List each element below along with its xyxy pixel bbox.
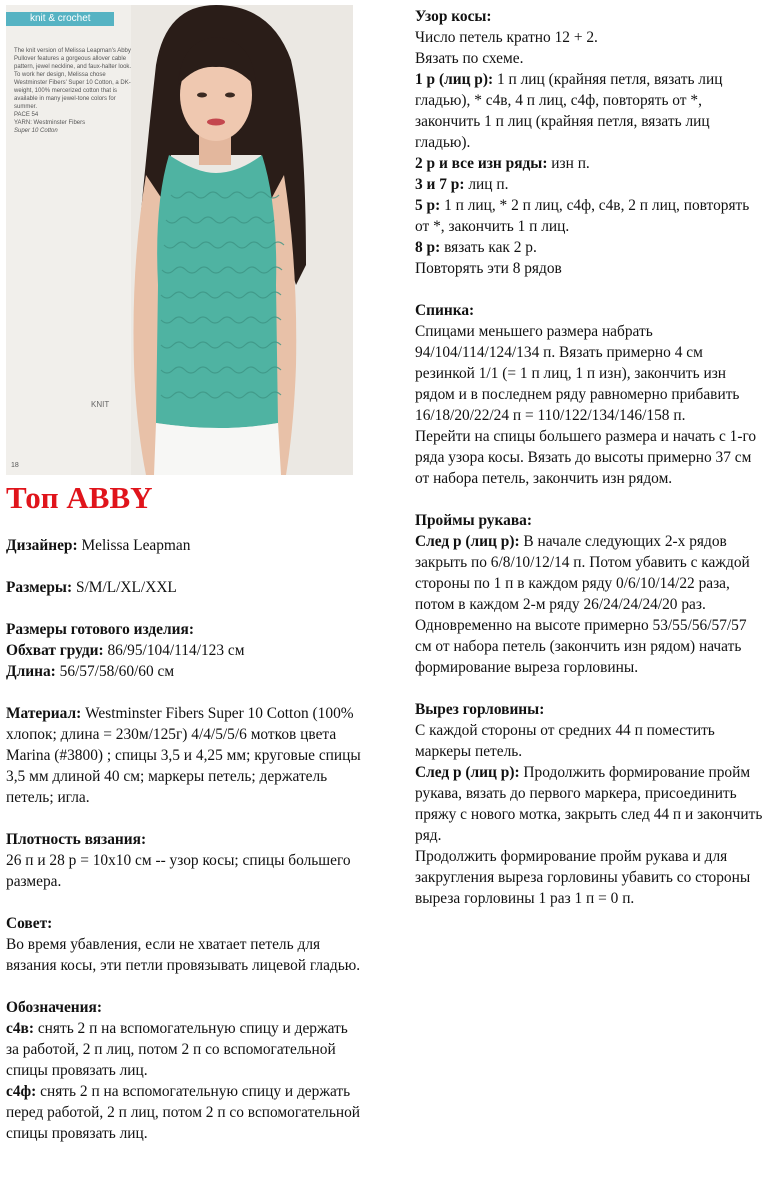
armhole-label: След р (лиц р): [415, 533, 520, 550]
armhole-heading-text: Проймы рукава: [415, 512, 532, 529]
neckline-text [415, 762, 765, 846]
caption-yarn-label: YARN: Westminster Fibers [14, 120, 86, 126]
r5-text: 1 п лиц, * 2 п лиц, с4ф, с4в, 2 п лиц, повторять от *, закончить 1 п лиц. [415, 197, 750, 235]
r2-text: изн п. [547, 155, 590, 172]
c4f-text: снять 2 п на вспомогательную спицу и держать перед работой, 2 п лиц, потом 2 п со вспомогательной спицы провязать лиц. [6, 1083, 361, 1142]
legend-heading-text: Обозначения: [6, 999, 102, 1016]
cable-multiple: Число петель кратно 12 + 2. [415, 29, 598, 46]
cable-heading [415, 6, 765, 27]
cable-row-3 [415, 174, 765, 195]
material-label: Материал: [6, 705, 82, 722]
material [6, 703, 362, 808]
armhole-text [415, 531, 765, 678]
chest-value: 86/95/104/114/123 см [103, 642, 245, 659]
r3-text: лиц п. [464, 176, 509, 193]
r8-label: 8 р: [415, 239, 441, 256]
legend-c4f [6, 1081, 362, 1144]
length-label: Длина: [6, 663, 56, 680]
designer-value: Melissa Leapman [77, 537, 191, 554]
knit-label: KNIT [91, 400, 110, 409]
gauge-heading-text: Плотность вязания: [6, 831, 147, 848]
sizes-value: S/M/L/XL/XXL [72, 579, 177, 596]
gauge-heading [6, 829, 362, 850]
r1-text: 1 п лиц (крайняя петля, вязать лиц гладью), * с4в, 4 п лиц, с4ф, повторять от *, закончить 1 п лиц (крайняя петля, вязать лиц гладью). [415, 71, 723, 151]
photo-caption [14, 47, 132, 135]
caption-yarn: Super 10 Cotton [14, 128, 58, 134]
tip-heading-text: Совет: [6, 915, 53, 932]
magazine-section-tag: knit & crochet [6, 12, 114, 26]
c4f-label: с4ф: [6, 1083, 37, 1100]
designer [6, 535, 362, 556]
c4b-text: снять 2 п на вспомогательную спицу и держать за работой, 2 п лиц, потом 2 п со вспомогательной спицы провязать лиц. [6, 1020, 348, 1079]
magazine-photo [6, 5, 353, 475]
gauge-text: 26 п и 28 р = 10х10 см -- узор косы; спицы большего размера. [6, 852, 351, 890]
neckline-p3: Продолжить формирование пройм рукава и для закругления выреза горловины убавить со стороны выреза горловины 1 раз 1 п = 0 п. [415, 848, 751, 907]
r8-text: вязать как 2 р. [440, 239, 537, 256]
designer-label: Дизайнер: [6, 537, 78, 554]
back-p1: Спицами меньшего размера набрать 94/104/114/124/134 п. Вязать примерно 4 см резинкой 1/1 (= 1 п лиц, 1 п изн), закончить изн рядом и в последнем ряду равномерно прибавить 16/18/20/22/24 п = 110/122/134/146/158 п. [415, 323, 740, 424]
r5-label: 5 р: [415, 197, 441, 214]
r2-label: 2 р и все изн ряды: [415, 155, 548, 172]
neckline-heading [415, 699, 765, 720]
sizes-label: Размеры: [6, 579, 73, 596]
neckline-p1: С каждой стороны от средних 44 п поместить маркеры петель. [415, 722, 715, 760]
length [6, 661, 362, 682]
finished-heading-text: Размеры готового изделия: [6, 621, 194, 638]
caption-text: The knit version of Melissa Leapman's Abby Pullover features a gorgeous allover cable pattern, jewel neckline, and faux-halter look. To work her design, Melissa chose Westminster Fibers' Super 10 Cotton, a DK-weight, 100% mercerized cotton that is available in many jewel-tone colors for summer. [14, 48, 132, 110]
cable-row-2 [415, 153, 765, 174]
cable-heading-text: Узор косы: [415, 8, 492, 25]
finished-heading [6, 619, 362, 640]
chest [6, 640, 362, 661]
cable-repeat: Повторять эти 8 рядов [415, 260, 562, 277]
cable-row-8 [415, 237, 765, 258]
back-heading [415, 300, 765, 321]
page-title: Топ ABBY [6, 480, 153, 515]
legend-c4b [6, 1018, 362, 1081]
c4b-label: с4в: [6, 1020, 34, 1037]
neckline-body: Продолжить формирование пройм рукава, вязать до первого маркера, присоединить пряжу с нового мотка, закрыть след 44 п и закончить ряд. [415, 764, 763, 844]
r1-label: 1 р (лиц р): [415, 71, 494, 88]
sizes [6, 577, 362, 598]
chest-label: Обхват груди: [6, 642, 104, 659]
armhole-heading [415, 510, 765, 531]
back-p2: Перейти на спицы большего размера и начать с 1-го ряда узора косы. Вязать до высоты примерно 37 см от набора петель, закончить изн рядом. [415, 428, 757, 487]
legend-heading [6, 997, 362, 1018]
caption-pace: PACE 54 [14, 112, 39, 118]
armhole-body: В начале следующих 2-х рядов закрыть по 6/8/10/12/14 п. Потом убавить с каждой стороны по 1 п в каждом ряду 0/6/10/14/22 раза, потом в каждом 2-м ряду 26/24/24/24/20 раз. Одновременно на высоте примерно 53/55/56/57/57 см от набора петель (закончить изн рядом) начать формирование выреза горловины. [415, 533, 750, 676]
back-heading-text: Спинка: [415, 302, 475, 319]
material-value: Westminster Fibers Super 10 Cotton (100% хлопок; длина = 230м/125г) 4/4/5/5/6 мотков цвета Marina (#3800) ; спицы 3,5 и 4,25 мм; круговые спицы 3,5 мм длиной 40 см; маркеры петель; держатель петель; игла. [6, 705, 361, 806]
right-column [415, 6, 765, 909]
neckline-heading-text: Вырез горловины: [415, 701, 545, 718]
cable-row-5 [415, 195, 765, 237]
r3-label: 3 и 7 р: [415, 176, 465, 193]
magazine-page-number: 18 [11, 462, 19, 469]
neckline-label: След р (лиц р): [415, 764, 520, 781]
tip-text: Во время убавления, если не хватает петель для вязания косы, эти петли провязывать лицевой гладью. [6, 936, 361, 974]
tip-heading [6, 913, 362, 934]
cable-chart: Вязать по схеме. [415, 50, 524, 67]
cable-row-1 [415, 69, 765, 153]
length-value: 56/57/58/60/60 см [55, 663, 175, 680]
left-column [6, 535, 362, 1144]
